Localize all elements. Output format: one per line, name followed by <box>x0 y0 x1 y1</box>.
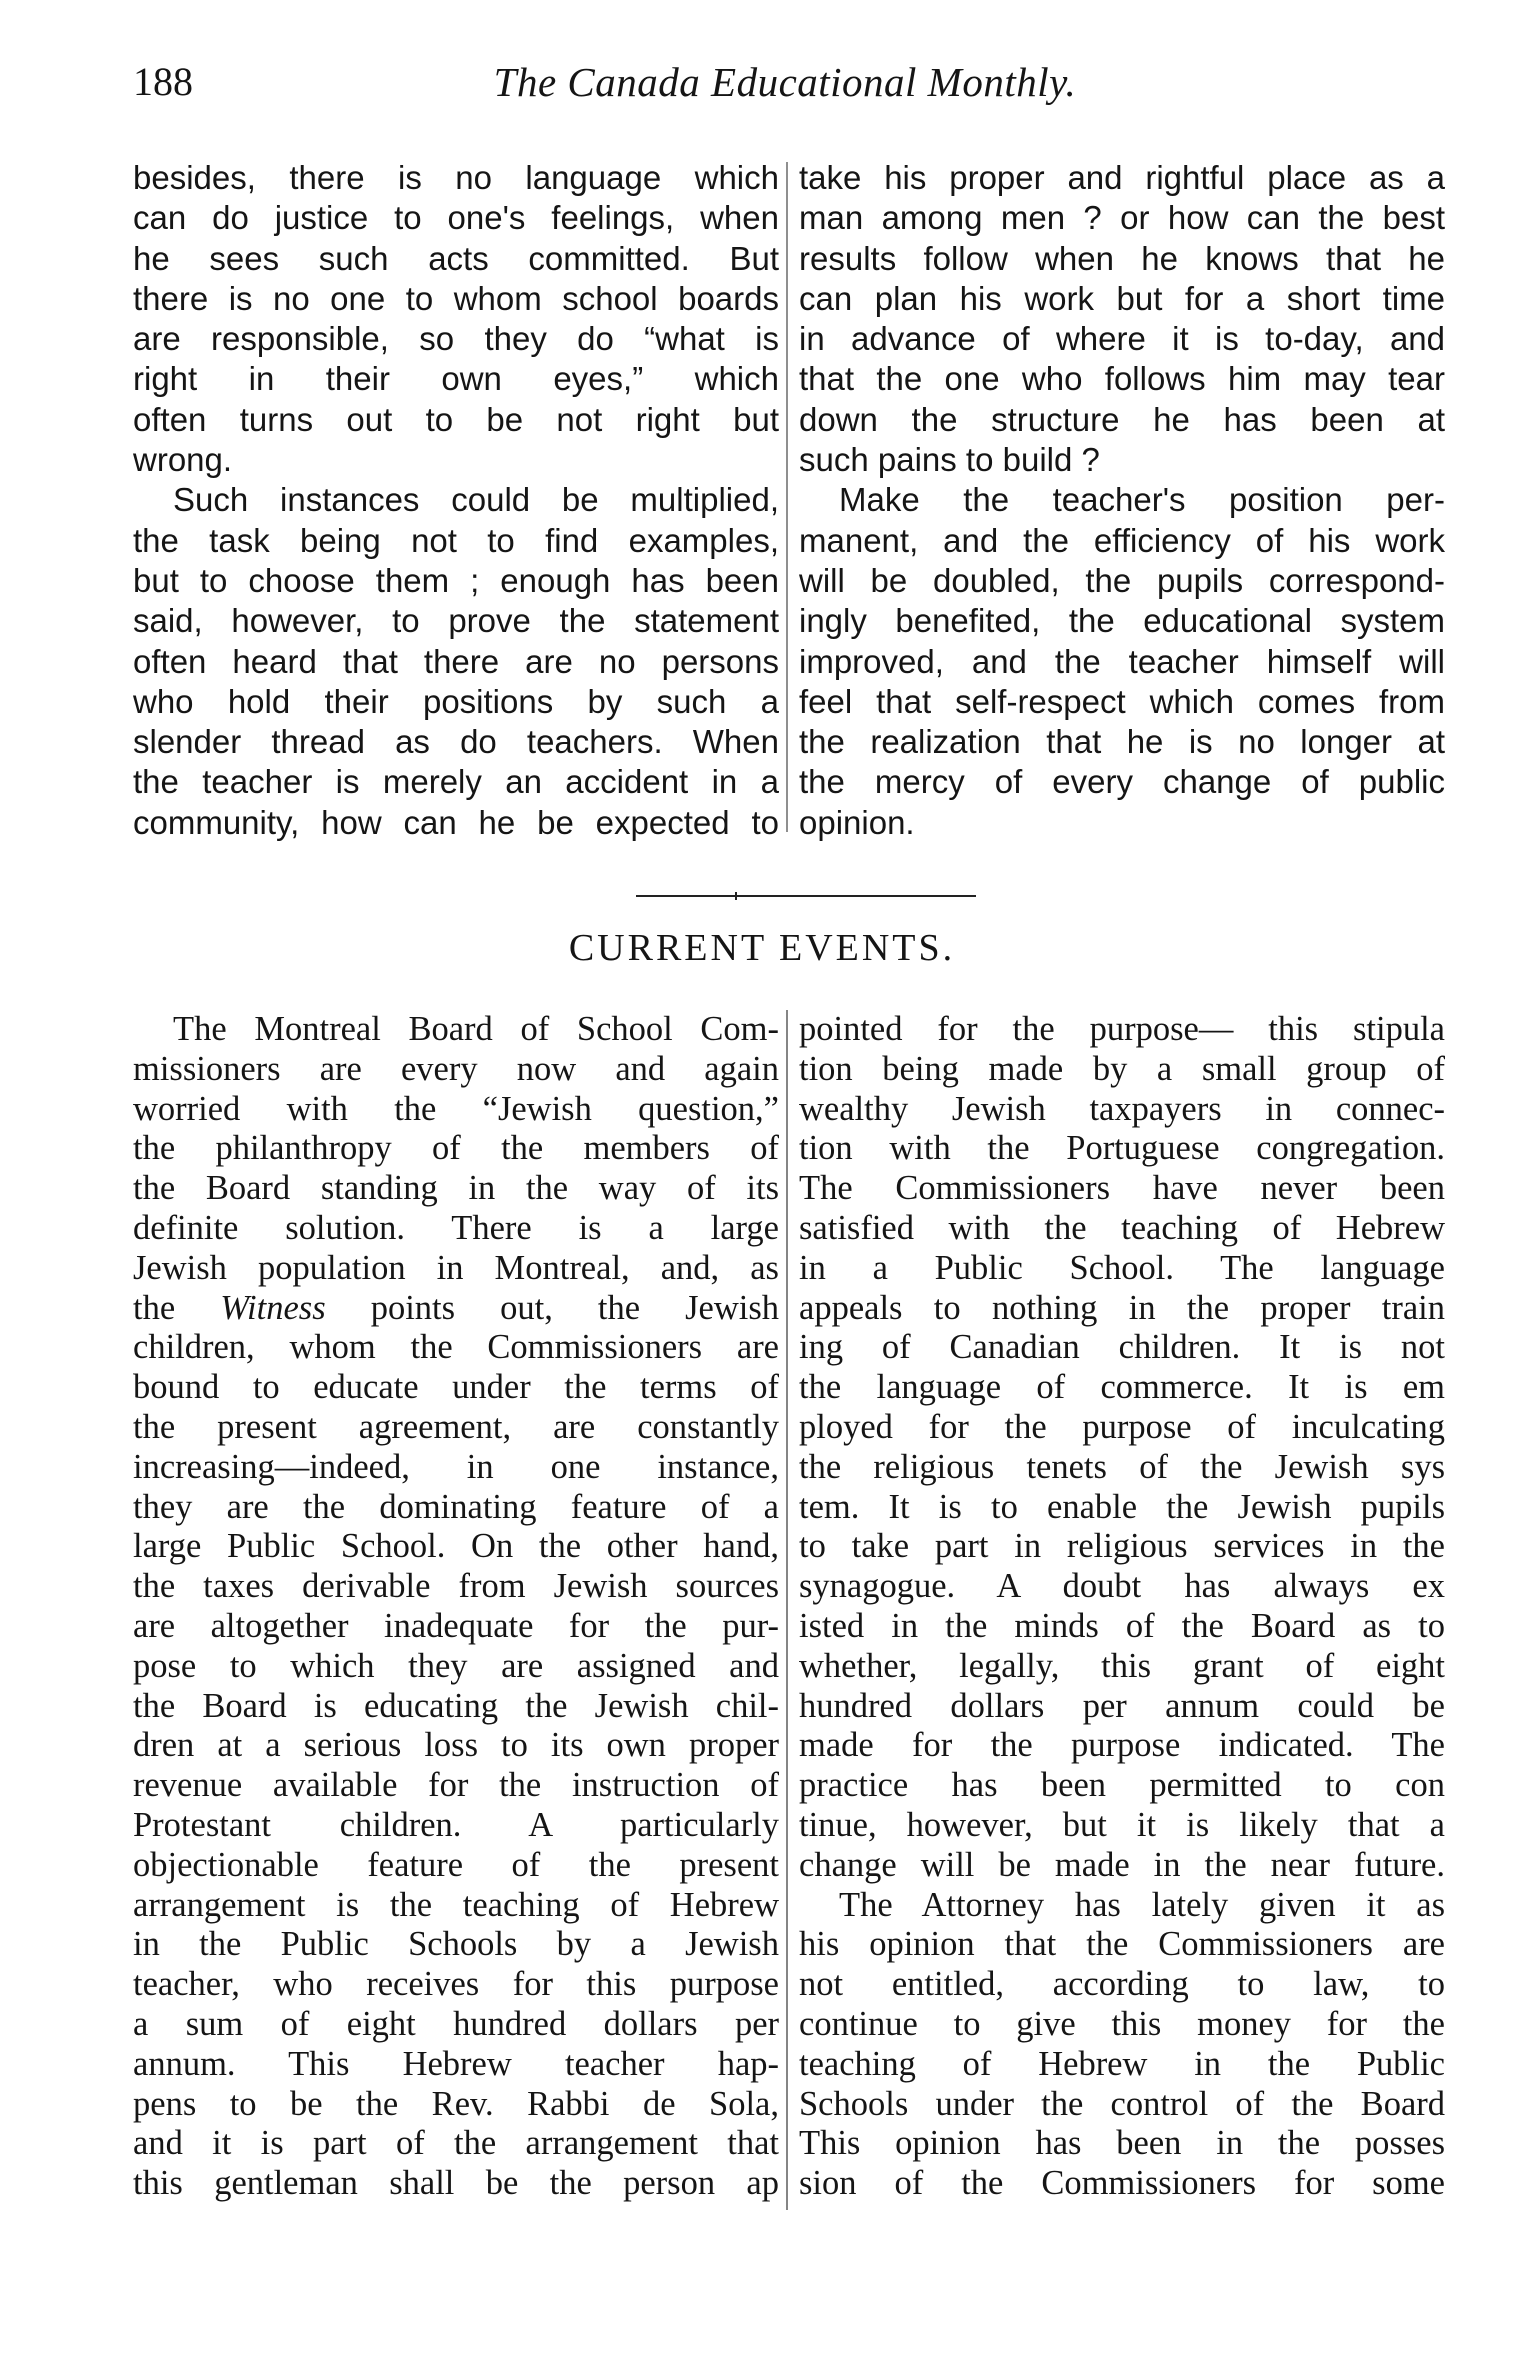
text-line: the taxes derivable from Jewish sources <box>133 1567 779 1606</box>
text-line: The Montreal Board of School Com- <box>173 1010 779 1048</box>
text-line: that the one who follows him may tear <box>799 360 1445 398</box>
text-line: down the structure he has been at <box>799 400 1445 438</box>
text-line: not entitled, according to law, to <box>799 1965 1445 2004</box>
text-line: synagogue. A doubt has always ex <box>799 1567 1445 1606</box>
text-line: dren at a serious loss to its own proper <box>133 1726 779 1765</box>
text-line: the mercy of every change of public <box>799 763 1445 801</box>
text-line: pointed for the purpose— this stipula <box>799 1010 1445 1048</box>
text-line: isted in the minds of the Board as to <box>799 1606 1445 1645</box>
text-line: wrong. <box>133 441 233 479</box>
text-line: the teacher is merely an accident in a <box>133 763 779 801</box>
text-line: revenue available for the instruction of <box>133 1766 779 1805</box>
text-line: wealthy Jewish taxpayers in connec- <box>799 1089 1445 1128</box>
text-line: objectionable feature of the present <box>133 1845 779 1884</box>
text-line: teaching of Hebrew in the Public <box>799 2044 1445 2083</box>
text-line: hundred dollars per annum could be <box>799 1686 1445 1725</box>
text-line: bound to educate under the terms of <box>133 1368 779 1407</box>
italic-title: Witness <box>220 1288 326 1327</box>
text-line: large Public School. On the other hand, <box>133 1527 779 1566</box>
top-right-column <box>799 158 1445 843</box>
text-line: Protestant children. A particularly <box>133 1805 779 1844</box>
text-line: sion of the Commissioners for some <box>799 2164 1445 2203</box>
bottom-left-column <box>133 1010 779 2204</box>
text-line: to take part in religious services in the <box>799 1527 1445 1566</box>
text-line: can do justice to one's feelings, when <box>133 199 779 237</box>
text-line: practice has been permitted to con <box>799 1766 1445 1805</box>
text-line: the present agreement, are constantly <box>133 1407 779 1446</box>
text-line: the Witness points out, the Jewish <box>133 1288 779 1327</box>
text-line: tion being made by a small group of <box>799 1049 1445 1088</box>
text-line: Such instances could be multiplied, <box>173 481 779 519</box>
text-line: whether, legally, this grant of eight <box>799 1646 1445 1685</box>
section-ornament <box>636 890 976 902</box>
text-line: increasing—indeed, in one instance, <box>133 1447 779 1486</box>
text-line: there is no one to whom school boards <box>133 279 779 317</box>
text-line: they are the dominating feature of a <box>133 1487 779 1526</box>
text-line: worried with the “Jewish question,” <box>133 1089 779 1128</box>
text-line: man among men ? or how can the best <box>799 199 1445 237</box>
column-divider <box>786 1010 788 2210</box>
text-line: continue to give this money for the <box>799 2004 1445 2043</box>
text-line: definite solution. There is a large <box>133 1208 779 1247</box>
text-line: are altogether inadequate for the pur- <box>133 1606 779 1645</box>
page-number: 188 <box>133 59 193 104</box>
text-line: said, however, to prove the statement <box>133 602 779 640</box>
text-line: in the Public Schools by a Jewish <box>133 1925 779 1964</box>
text-line: such pains to build ? <box>799 441 1100 479</box>
text-line: besides, there is no language which <box>133 159 779 196</box>
text-line: ing of Canadian children. It is not <box>799 1328 1445 1367</box>
text-line: right in their own eyes,” which <box>133 360 779 398</box>
text-line: the philanthropy of the members of <box>133 1129 779 1168</box>
top-left-column <box>133 158 779 843</box>
text-line: satisfied with the teaching of Hebrew <box>799 1208 1445 1247</box>
text-line: ployed for the purpose of inculcating <box>799 1407 1445 1446</box>
text-line: the realization that he is no longer at <box>799 723 1445 761</box>
text-line: children, whom the Commissioners are <box>133 1328 779 1367</box>
text-line: pens to be the Rev. Rabbi de Sola, <box>133 2084 779 2123</box>
section-heading: CURRENT EVENTS. <box>568 927 956 969</box>
text-line: slender thread as do teachers. When <box>133 723 779 761</box>
text-line: arrangement is the teaching of Hebrew <box>133 1885 779 1924</box>
text-line: the Board standing in the way of its <box>133 1169 779 1208</box>
text-line: pose to which they are assigned and <box>133 1646 779 1685</box>
text-line: The Attorney has lately given it as <box>839 1885 1445 1924</box>
text-line: Schools under the control of the Board <box>799 2084 1445 2123</box>
text-line: who hold their positions by such a <box>133 682 779 720</box>
text-line: and it is part of the arrangement that <box>133 2124 779 2163</box>
text-line: are responsible, so they do “what is <box>133 320 779 358</box>
text-line: annum. This Hebrew teacher hap- <box>133 2044 779 2083</box>
text-line: This opinion has been in the posses <box>799 2124 1445 2163</box>
text-line: teacher, who receives for this purpose <box>133 1965 779 2004</box>
bottom-right-column <box>799 1010 1445 2204</box>
text-line: will be doubled, the pupils correspond- <box>799 561 1445 599</box>
text-line: improved, and the teacher himself will <box>799 642 1445 680</box>
text-line: this gentleman shall be the person ap <box>133 2164 779 2203</box>
text-line: results follow when he knows that he <box>799 239 1445 277</box>
text-line: Make the teacher's position per- <box>839 481 1445 519</box>
text-line: the task being not to find examples, <box>133 521 779 559</box>
text-line: but to choose them ; enough has been <box>133 561 779 599</box>
text-line: opinion. <box>799 803 915 841</box>
text-line: the Board is educating the Jewish chil- <box>133 1686 779 1725</box>
text-line: he sees such acts committed. But <box>133 239 779 277</box>
text-line: the religious tenets of the Jewish sys <box>799 1447 1445 1486</box>
page-header <box>0 58 1524 118</box>
text-line: appeals to nothing in the proper train <box>799 1288 1445 1327</box>
text-line: in advance of where it is to-day, and <box>799 320 1445 358</box>
running-head: The Canada Educational Monthly. <box>493 59 1077 105</box>
text-line: made for the purpose indicated. The <box>799 1726 1445 1765</box>
text-line: his opinion that the Commissioners are <box>799 1925 1445 1964</box>
text-line: community, how can he be expected to <box>133 803 779 841</box>
column-divider <box>786 162 788 832</box>
text-line: tion with the Portuguese congregation. <box>799 1129 1445 1168</box>
text-line: tinue, however, but it is likely that a <box>799 1805 1445 1844</box>
text-line: the language of commerce. It is em <box>799 1368 1445 1407</box>
text-line: missioners are every now and again <box>133 1049 779 1088</box>
text-line: ingly benefited, the educational system <box>799 602 1445 640</box>
text-line: tem. It is to enable the Jewish pupils <box>799 1487 1445 1526</box>
text-line: Jewish population in Montreal, and, as <box>133 1248 779 1287</box>
text-line: manent, and the efficiency of his work <box>799 521 1445 559</box>
text-line: in a Public School. The language <box>799 1248 1445 1287</box>
text-line: feel that self-respect which comes from <box>799 682 1445 720</box>
text-line: change will be made in the near future. <box>799 1845 1445 1884</box>
text-line: take his proper and rightful place as a <box>799 159 1445 196</box>
text-line: can plan his work but for a short time <box>799 279 1445 317</box>
text-line: a sum of eight hundred dollars per <box>133 2004 779 2043</box>
text-line: often turns out to be not right but <box>133 400 779 438</box>
text-line: The Commissioners have never been <box>799 1169 1445 1208</box>
text-line: often heard that there are no persons <box>133 642 779 680</box>
